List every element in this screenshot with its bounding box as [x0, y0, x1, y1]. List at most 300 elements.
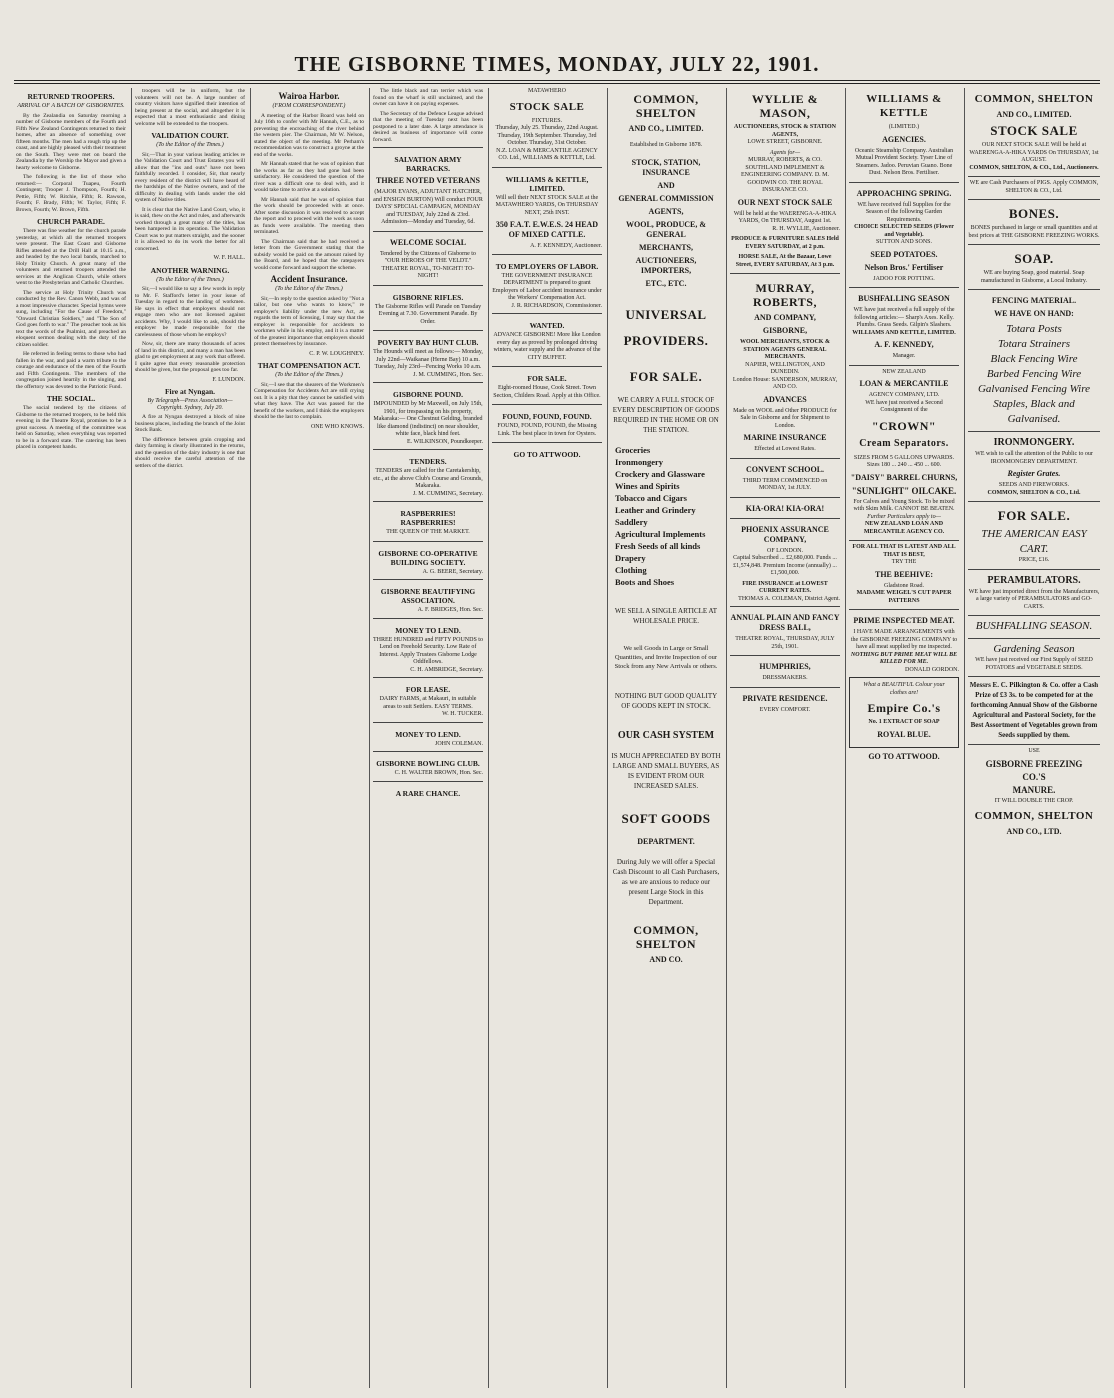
ad-heading: FOUND, FOUND, FOUND. — [502, 412, 592, 421]
service-line: AGENTS, — [648, 206, 684, 216]
london-house: London House: SANDERSON, MURRAY, AND CO. — [732, 376, 838, 390]
ad-heading: POVERTY BAY HUNT CLUB. — [377, 338, 479, 347]
horse-sale: HORSE SALE, At the Bazaar, Lowe Street, EVERY SATURDAY, At 3 p.m. — [735, 254, 835, 268]
signature: W. H. TUCKER. — [442, 711, 483, 717]
advertisement — [373, 541, 483, 576]
headline: VALIDATION COURT. — [151, 131, 229, 140]
ad-heading: MONEY TO LEND. — [395, 625, 461, 635]
empire-soap-ad — [849, 677, 959, 748]
pigs-note: WE are Cash Purchasers of PIGS. Apply COMMON, SHELTON & CO., Ltd. — [969, 180, 1099, 194]
ad-heading: FOR LEASE. — [405, 685, 451, 694]
subhead: (To the Editor of the Times.) — [156, 142, 224, 148]
ad-heading: WELCOME SOCIAL — [389, 237, 467, 247]
further-particulars: Further Particulars apply to— — [867, 513, 941, 520]
advertisement — [849, 182, 959, 284]
headline: Wairoa Harbor. — [278, 91, 340, 101]
try-the: TRY THE — [891, 559, 917, 565]
company-suffix: AND CO., LIMITED. — [996, 110, 1072, 119]
soap-heading: SOAP. — [1014, 251, 1054, 266]
soft-goods-heading: SOFT GOODS — [621, 810, 711, 826]
ad-body: TENDERS are called for the Caretakership, etc., at the above Club's Course and Grounds, Makaraka. — [373, 468, 483, 489]
phoenix-body: Capital Subscribed ... £2,680,000. Funds ... £1,574,848. Premium Income (annually) ... £1,500,000. — [733, 555, 837, 576]
article-paragraph: Mr Hannah stated that he was of opinion that the works as far as they had gone had been satisfactory. He considered the question of the river was a difficult one to deal with, and it would take time to arrive at a solution. — [254, 161, 364, 193]
crown-heading: "CROWN" — [871, 418, 937, 433]
advertisement — [492, 313, 602, 362]
kennedy-name: A. F. KENNEDY, — [874, 340, 934, 349]
perambulators-body: WE have just imported direct from the Manufacturers, a large variety of PERAMBULATORS and GO-CARTS. — [968, 588, 1100, 610]
advertisement — [492, 167, 602, 250]
ironmongery-body: WE wish to call the attention of the Public to our IRONMONGERY DEPARTMENT. — [975, 451, 1093, 465]
advertisement — [373, 722, 483, 748]
sunlight-oilcake: "SUNLIGHT" OILCAKE. — [851, 485, 957, 496]
service-line: GENERAL COMMISSION — [618, 193, 714, 203]
july-note: During July we will offer a Special Cash Discount to all Cash Purchasers, as we are anxious to reduce our present Large Stock in this Department. — [612, 857, 720, 906]
column-7 — [730, 88, 840, 1388]
ad-heading: A RARE CHANCE. — [395, 788, 461, 798]
company-cities: NAPIER, WELLINGTON, AND DUNEDIN. — [745, 361, 825, 375]
signature: J. M. CUMMING, Secretary. — [412, 490, 483, 497]
ad-heading: WILLIAMS & KETTLE, LIMITED. — [505, 174, 589, 193]
ad-heading: WANTED. — [529, 321, 565, 330]
bushfalling-body: WE have just received a full supply of the following articles:— Sharp's Axes. Kelly. Plumbs. Grass Seeds. Gilpin's Slashers. — [853, 307, 955, 328]
agency-heading: AGENCY COMPANY, LTD. — [868, 392, 940, 398]
nelson-fertiliser: Nelson Bros.' Fertiliser — [864, 262, 944, 272]
signature: C. H. AMBRIDGE, Secretary. — [410, 666, 483, 673]
headline: THE SOCIAL. — [46, 394, 96, 403]
goods-item: Crockery and Glassware — [615, 468, 705, 479]
spring-body: WE have received full Supplies for the Season of the following Garden Requirements. — [857, 201, 951, 223]
ad-heading: GISBORNE RIFLES. — [392, 292, 464, 302]
column-9 — [968, 88, 1100, 1388]
signature: THOMAS A. COLEMAN, District Agent. — [738, 595, 840, 602]
royal-blue: ROYAL BLUE. — [877, 729, 931, 739]
phoenix-heading: PHOENIX ASSURANCE COMPANY, — [741, 524, 829, 544]
madame-weigel: MADAME WEIGEL'S CUT PAPER PATTERNS — [856, 590, 952, 604]
advertisement — [492, 254, 602, 310]
article-paragraph: Mr Hannah said that he was of opinion that the work should be proceeded with at once. After some discussion it was resolved to accept the report and to proceed with the work as soon as funds were available. The meeting then terminated. — [254, 196, 364, 235]
advertisement — [849, 540, 959, 605]
ad-heading: SALVATION ARMY BARRACKS. — [394, 155, 462, 173]
agents-list: MURRAY, ROBERTS, & CO. SOUTHLAND IMPLEMENT & ENGINEERING COMPANY. D. M. GOODWIN CO. THE ROYAL INSURANCE CO. — [740, 157, 829, 193]
company-location: GISBORNE, — [762, 326, 808, 335]
ad-heading: TO EMPLOYERS OF LABOR. — [495, 261, 599, 271]
advertisement — [849, 365, 959, 537]
goods-item: Clothing — [615, 564, 647, 575]
kiaora-heading: KIA-ORA! KIA-ORA! — [745, 503, 825, 513]
signature: J. R. RICHARDSON, Commissioner. — [511, 302, 602, 309]
bushfalling-heading: BUSHFALLING SEASON — [858, 294, 950, 303]
column-rule — [488, 88, 489, 1388]
company-name: COMMON, SHELTON — [974, 93, 1094, 105]
article-paragraph: He referred in feeling terms to those who had fallen in the war, and paid a warm tribute to the courage and endurance of the men of the Fourth and Fifth Contingents. The members of the congregation joined heartily in the singing, and the offertory was devoted to the Patriotic Fund. — [16, 351, 126, 390]
perambulators-heading: PERAMBULATORS. — [987, 574, 1081, 586]
column-rule — [726, 88, 727, 1388]
company-name: WYLLIE & MASON, — [751, 92, 819, 120]
signature: WILLIAMS AND KETTLE, LIMITED. — [852, 329, 956, 336]
column-1 — [16, 88, 126, 1388]
ad-heading: GISBORNE CO-OPERATIVE BUILDING SOCIETY. — [378, 548, 478, 567]
headline: RETURNED TROOPERS. — [27, 92, 115, 101]
advances-heading: ADVANCES — [763, 394, 807, 404]
advertisement — [730, 687, 840, 715]
column-rule — [845, 88, 846, 1388]
advertisement — [373, 751, 483, 777]
advertisement — [373, 330, 483, 378]
footer-company-name: COMMON, SHELTON — [633, 922, 699, 951]
advertisement — [373, 579, 483, 614]
masthead-rule — [14, 80, 1100, 81]
advertisement — [373, 781, 483, 798]
headline: Fire at Nyngan. — [164, 387, 216, 396]
company-name: MURRAY, ROBERTS, — [753, 281, 817, 309]
column-3 — [254, 88, 364, 1388]
double-crop: IT WILL DOUBLE THE CROP. — [994, 797, 1074, 804]
providers-heading: PROVIDERS. — [623, 332, 709, 348]
subhead: By Telegraph—Press Association—Copyright. Sydney, July 20. — [147, 398, 233, 411]
advertisement — [373, 618, 483, 674]
cash-body: IS MUCH APPRECIATED BY BOTH LARGE AND SMALL BUYERS, AS IS EVIDENT FROM OUR INCREASED SALES. — [611, 751, 721, 790]
ad-body: Will sell their NEXT STOCK SALE at the MATAWHERO YARDS, On THURSDAY NEXT, 25th INST. — [495, 194, 599, 216]
fencing-heading: FENCING MATERIAL. — [991, 296, 1077, 305]
signature: F. LUNDON. — [212, 376, 245, 383]
soap-body: WE are buying Soap, good material. Soap manufactured in Gisborne, a Local Industry. — [980, 270, 1088, 284]
advertisement — [849, 287, 959, 361]
advertisement — [730, 497, 840, 514]
for-sale-heading: FOR SALE. — [629, 368, 703, 384]
gfc-heading: GISBORNE FREEZING — [985, 758, 1083, 769]
goods-list — [615, 445, 721, 588]
goods-item: Fresh Seeds of all kinds — [615, 540, 701, 551]
footer-company-name: COMMON, SHELTON — [974, 810, 1094, 822]
article-paragraph: A fire at Nyngan destroyed a block of nine business places, including the branch of the Joint Stock Bank. — [135, 414, 245, 433]
advertisement — [968, 431, 1100, 497]
article-paragraph: troopers will be in uniform, but the volunteers will not be. A large number of country visitors have signified their intention of being present at the social, and altogether it is expected that a most enthusiastic and dining welcome will be extended to the troopers. — [135, 88, 245, 127]
column-rule — [607, 88, 608, 1388]
spring-heading: APPROACHING SPRING. — [856, 188, 952, 198]
goods-item: Wines and Spirits — [615, 480, 680, 491]
signature: A. G. BEERE, Secretary. — [422, 568, 483, 575]
kennedy-title: Manager. — [892, 353, 916, 359]
headline: ANOTHER WARNING. — [150, 265, 230, 275]
service-line: ETC., ETC. — [645, 278, 687, 288]
seed-potatoes: SEED POTATOES. — [870, 249, 938, 259]
signature: W. F. HALL. — [213, 255, 245, 261]
article-paragraph: The difference between grain cropping and dairy farming is clearly illustrated in the returns, and the question of the dairy industry is one that should receive the careful attention of the settlers of the district. — [135, 436, 245, 469]
column-2 — [135, 88, 245, 1388]
established-note: Established in Gisborne 1878. — [629, 142, 703, 148]
article-paragraph: The social tendered by the citizens of Gisborne to the returned troopers, to be held this evening in the Theatre Royal, promises to be a great success. A meeting of the committee was held on Saturday, when everything was reported to be in a forward state. The catering has been placed in competent hands. — [16, 405, 126, 450]
fencing-item: Staples, Black and Galvanised. — [993, 398, 1075, 425]
advertisement — [968, 176, 1100, 195]
phoenix-sub: OF LONDON. — [767, 547, 803, 554]
goods-item: Groceries — [615, 444, 651, 455]
on-hand-heading: WE HAVE ON HAND: — [994, 309, 1074, 318]
gardening-body: WE have just received our First Supply of SEED POTATOES and VEGETABLE SEEDS. — [975, 657, 1093, 671]
stock-sale-heading: STOCK SALE — [990, 123, 1078, 138]
article-paragraph: Sir,—I see that the shearers of the Workmen's Compensation for Accidents Act are still crying out. It is a pity that they cannot be satisfied with what they have. The Act was passed for the benefit of the workers, and I think the employers should be the last to complain. — [254, 381, 364, 420]
produce-sales: PRODUCE & FURNITURE SALES Held EVERY SATURDAY, at 2 p.m. — [731, 236, 839, 250]
empire-heading: Empire Co.'s — [867, 701, 941, 715]
subhead: (To the Editor of the Times.) — [156, 276, 224, 283]
empire-sub: No. 1 EXTRACT OF SOAP — [868, 719, 940, 725]
goods-item: Ironmongery — [615, 456, 664, 467]
advertisement — [492, 442, 602, 459]
ball-heading: ANNUAL PLAIN AND FANCY DRESS BALL, — [730, 613, 840, 632]
marine-body: Effected at Lowest Rates. — [754, 446, 816, 452]
advertisement — [730, 518, 840, 603]
sale-heading: OUR NEXT STOCK SALE — [737, 197, 833, 207]
signature: NEW ZEALAND LOAN AND MERCANTILE AGENCY CO. — [863, 521, 945, 535]
company-roles: WOOL MERCHANTS, STOCK & STATION AGENTS GENERAL MERCHANTS. — [740, 339, 830, 360]
column-rule — [250, 88, 251, 1388]
advances-body: Made on WOOL and Other PRODUCE for Sale in Gisborne and for Shipment to London. — [733, 407, 837, 429]
private-heading: PRIVATE RESIDENCE. — [742, 693, 828, 703]
sale-body: Will be held at the WAERENGA-A-HIKA YARDS, On THURSDAY, August 1st. — [733, 210, 837, 224]
ad-body: DAIRY FARMS, at Makauri, in suitable areas to suit Settlers. EASY TERMS. — [379, 696, 477, 710]
ad-heading: FOR SALE. — [527, 374, 567, 383]
article-paragraph: The Chairman said that he had received a letter from the Government stating that the subsidy would be paid on the amount raised by the Board, and he hoped that the ratepayers would come forward and support the scheme. — [254, 238, 364, 271]
ad-body: FOUND, FOUND, FOUND, the Missing Link. The best place in town for Oysters. — [497, 423, 597, 437]
private-sub: EVERY COMFORT. — [759, 706, 811, 713]
column-6 — [611, 88, 721, 1388]
ad-heading: RASPBERRIES! RASPBERRIES! — [400, 509, 456, 527]
ad-body: The Gisborne Rifles will Parade on Tuesday Evening at 7.30. Government Parade. By Order. — [374, 303, 482, 325]
column-rule — [369, 88, 370, 1388]
ad-body: Tendered by the Citizens of Gisborne to "OUR HEROES OF THE VELDT." THEATRE ROYAL, TO-NIGHT! TO-NIGHT! — [380, 250, 476, 279]
article-paragraph: The little black and tan terrier which was found on the wharf is still unclaimed, and the owner can have it on paying expenses. — [373, 88, 483, 107]
subhead: (FROM CORRESPONDENT.) — [272, 103, 346, 109]
service-line: MERCHANTS, — [638, 242, 693, 252]
signature: J. M. CUMMING, Hon. Sec. — [413, 371, 483, 378]
footer-company-suffix: AND CO., LTD. — [1006, 827, 1062, 836]
signature: JOHN COLEMAN. — [435, 740, 483, 747]
advertisement — [968, 744, 1100, 805]
headline: CHURCH PARADE. — [37, 217, 105, 226]
ad-footer: Admission—Monday and Tuesday, 6d. — [381, 219, 475, 225]
signature: COMMON, SHELTON & CO., Ltd. — [987, 489, 1081, 496]
ad-heading: GISBORNE BOWLING CLUB. — [376, 759, 480, 768]
advertisement — [373, 285, 483, 327]
cart-price: PRICE, £16. — [1018, 557, 1050, 563]
service-line: STOCK, STATION, INSURANCE — [631, 157, 701, 177]
signature: COMMON, SHELTON, & CO., Ltd., Auctioneers. — [969, 164, 1099, 171]
pilkington-note: Messrs E. C. Pilkington & Co. offer a Cash Prize of £3 3s. to be competed for at the forthcoming Annual Show of the Gisborne Agricultural and Pastoral Society, for the Best Assortment of Vegetables grown from Seeds supplied by them. — [969, 681, 1099, 739]
company-suffix: AND CO., LIMITED. — [628, 124, 704, 133]
article-paragraph: It is clear that the Native Land Court, who, it is said, thew on the Act and rules, and afterwards worked through a great many of the titles, has been hampered in its operation. The Validation Court was to put matters straight, and the sooner it is allowed to do its work the better for all concerned. — [135, 206, 245, 252]
goods-item: Boots and Shoes — [615, 576, 675, 587]
sutton: SUTTON AND SONS. — [875, 239, 933, 245]
ad-signature: N.Z. LOAN & MERCANTILE AGENCY CO. Ltd., WILLIAMS & KETTLE, Ltd. — [496, 147, 598, 161]
cream-separators: Cream Separators. — [859, 437, 949, 449]
article-paragraph: Sir,—In reply to the question asked by "Not a tailor, but one who wants to know," re employer's liability under the new Act, as regards the term of licensing, I may say that the employer is responsible for accidents to workmen while in his employ, and it is a matter of the greatest importance that employers should protect themselves by insurance. — [254, 295, 364, 347]
article-paragraph: By the Zealandia on Saturday morning a number of Gisborne members of the Fourth and Fifth New Zealand Contingents returned to their homes, after an absence of something over fifteen months. The men had a rough trip up the coast, and are highly pleased with their treatment on the South. They were met on board the Zealandia by the Worship the Mayor and given a hearty welcome to Gisborne. — [16, 112, 126, 171]
ad-body: Thursday, July 25. Thursday, 22nd August. Thursday, 19th September. Thursday, 3rd October. Thursday, 31st October. — [495, 125, 599, 146]
latest-heading: FOR ALL THAT IS LATEST AND ALL THAT IS BEST, — [852, 544, 956, 558]
headline: THAT COMPENSATION ACT. — [257, 361, 361, 370]
advertisement — [373, 501, 483, 537]
article-paragraph: The following is the list of those who returned:— Corporal Tuapeu, Fourth Contingent; Trooper J. Thompson, Fourth; H. Pettie, Fifth; W. Ritchie, Fifth; R. Rawson, Fourth; F. Brady, Fifth; W. Taylor, Fifth; F. Brown, Fourth; W. Brown, Fifth. — [16, 174, 126, 213]
ad-title: THREE NOTED VETERANS — [376, 176, 480, 185]
beehive-address: Gladstone Road. — [884, 582, 924, 589]
advertisement — [492, 366, 602, 400]
use-heading: USE — [1028, 748, 1040, 754]
fire-insurance: FIRE INSURANCE at LOWEST CURRENT RATES. — [742, 580, 828, 594]
cream-body: SIZES FROM 5 GALLONS UPWARDS. Sizes 180 ... 240 ... 450 ... 600. — [853, 454, 955, 468]
column-5 — [492, 88, 602, 1388]
advertisement — [730, 458, 840, 493]
agencies-body: Oceanic Steamship Company. Australian Mutual Provident Society. Tyser Line of Steamers. Jadoo. Peruvian Guano. Bone Dust. Nelson Bros. Fertiliser. — [854, 147, 954, 176]
stock-note: WE CARRY A FULL STOCK OF EVERY DESCRIPTION OF GOODS REQUIRED IN THE HOME OR ON THE STATION. — [612, 395, 720, 434]
ad-body: THE QUEEN OF THE MARKET. — [386, 529, 470, 535]
advertisement — [968, 199, 1100, 240]
american-cart: THE AMERICAN EASY CART. — [981, 528, 1087, 555]
company-name: COMMON, SHELTON — [633, 92, 699, 120]
empire-intro: What a BEAUTIFUL Colour your clothes are! — [863, 682, 945, 696]
signature: R. H. WYLLIE, Auctioneer. — [772, 225, 840, 232]
ad-list: 350 F.A.T. E.W.E.S. 24 HEAD OF MIXED CATTLE. — [495, 220, 599, 239]
agencies-heading: AGENCIES. — [882, 134, 926, 144]
attwood-footer: GO TO ATTWOOD. — [868, 751, 940, 761]
column-4 — [373, 88, 483, 1388]
advertisement — [849, 609, 959, 673]
ad-body: ADVANCE GISBORNE! More like London every day as proved by prolonged driving winters, water supply and the advance of the CITY BUFFET. — [493, 332, 601, 361]
service-line: AUCTIONEERS, IMPORTERS, — [635, 255, 697, 275]
ad-heading: MATAWHERO — [527, 88, 567, 94]
company-suffix: (LIMITED.) — [888, 124, 920, 130]
nothing-but-prime: NOTHING BUT PRIME MEAT WILL BE KILLED FOR ME. — [850, 651, 958, 665]
gfc-heading-2: CO.'S — [1022, 771, 1046, 782]
company-name: WILLIAMS & KETTLE — [866, 93, 942, 119]
goods-item: Saddlery — [615, 516, 648, 527]
fencing-item: Barbed Fencing Wire — [986, 368, 1082, 380]
sunlight-body: For Calves and Young Stock. To be mixed with Skim Milk. CANNOT BE BEATEN. — [853, 498, 955, 512]
footer-company-suffix: AND CO. — [649, 954, 683, 964]
advertisement — [373, 449, 483, 497]
ball-body: THEATRE ROYAL, THURSDAY, JULY 25th, 1901. — [735, 636, 835, 650]
ad-body: IMPOUNDED by Mr Maxwell, on July 15th, 1901, for trespassing on his property, Makaraka:— One Chestnut Gelding, branded like diamond (indistinct) on near shoulder, white face, black hind feet. — [373, 401, 483, 437]
article-paragraph: The service at Holy Trinity Church was conducted by the Rev. Canon Webb, and was of a most impressive character. Special hymns were sung, including "For the Cause of Freedom," "Onward Christian Soldiers," and "The Son of God goes forth to war." The preacher took as his text the words of the Psalmist, and preached an eloquent sermon dealing with the duty of the citizen soldier. — [16, 289, 126, 348]
advertisement — [968, 615, 1100, 634]
signature: ONE WHO KNOWS. — [310, 423, 364, 430]
ad-body: Eight-roomed House, Cook Street. Town Section, Childers Road. Apply at this Office. — [493, 385, 601, 399]
choice-seeds: CHOICE SELECTED SEEDS (Flower and Vegetable). — [854, 224, 954, 238]
department-heading: DEPARTMENT. — [637, 836, 695, 846]
ad-body: (MAJOR EVANS, ADJUTANT HATCHER, and ENSIGN BURTON) Will conduct FOUR DAYS' SPECIAL CAMPAIGN, MONDAY and TUESDAY, July 22nd & 23rd. — [373, 189, 483, 218]
stock-sale-body: OUR NEXT STOCK SALE Will be held at WAERENGA-A-HIKA YARDS On THURSDAY, 1st AUGUST. — [969, 142, 1099, 163]
advertisement — [968, 501, 1100, 565]
ad-subtitle: FIXTURES. — [531, 117, 563, 124]
convent-heading: CONVENT SCHOOL. — [745, 464, 825, 474]
article-paragraph: There was fine weather for the church parade yesterday, at which all the returned troopers were present. The East Coast and Gisborne Rifles attended at the Drill Hall at 10.15 a.m., and headed by the two local bands, marched to Holy Trinity Church. A great many of the volunteers and returned troopers attended the services at the Anglican Church, while others went to the Presbyterian and Catholic Churches. — [16, 228, 126, 286]
headline: Accident Insurance. — [270, 274, 348, 284]
subhead: ARRIVAL OF A BATCH OF GISBORNITES. — [17, 103, 125, 109]
beehive-heading: THE BEEHIVE: — [874, 569, 933, 579]
service-line: AND — [657, 180, 675, 190]
advertisement — [492, 404, 602, 438]
ad-heading: GISBORNE POUND. — [392, 390, 463, 399]
ad-body: THE GOVERNMENT INSURANCE DEPARTMENT is prepared to grant Employers of Labor accident insurance under the Workers' Compensation Act. — [492, 272, 602, 301]
company-suffix: AND COMPANY, — [754, 313, 816, 322]
prime-meat-heading: PRIME INSPECTED MEAT. — [853, 616, 955, 625]
advertisement — [968, 676, 1100, 740]
agents-heading: Agents for— — [769, 149, 801, 156]
signature: A. F. KENNEDY, Auctioneer. — [530, 243, 602, 249]
article-paragraph: Now, sir, there are many thousands of acres of land in this district, and many a man has been glad to get employment at any work that offered. I quite agree that every reasonable protection should be given, but the proposal goes too far. — [135, 341, 245, 373]
advertisement — [730, 655, 840, 683]
goods-item: Leather and Grindery — [615, 504, 696, 515]
ad-body: THREE HUNDRED and FIFTY POUNDS to Lend on Freehold Security. Low Rate of Interest. Apply Trustees Gisborne Lodge Oddfellows. — [373, 636, 483, 665]
ad-heading: TENDERS. — [409, 457, 447, 466]
column-rule — [964, 88, 965, 1388]
fencing-item: Totara Posts — [1006, 323, 1062, 335]
ad-title: STOCK SALE — [509, 100, 585, 113]
company-address: LOWE STREET, GISBORNE. — [747, 139, 823, 145]
article-paragraph: The Secretary of the Defence League advised that the meeting of Tuesday next has been postponed to a later date. A large attendance is desired as business of importance will come forward. — [373, 110, 483, 143]
goods-item: Tobacco and Cigars — [615, 492, 687, 503]
signature: DONALD GORDON. — [905, 666, 959, 673]
signature: C. P. W. LOUGHNEY. — [309, 350, 364, 357]
marine-heading: MARINE INSURANCE — [743, 433, 827, 442]
advertisement — [373, 231, 483, 281]
signature: C. H. WALTER BROWN, Hon. Sec. — [394, 770, 483, 776]
bones-heading: BONES. — [1008, 206, 1060, 221]
quality-note: NOTHING BUT GOOD QUALITY OF GOODS KEPT IN STOCK. — [614, 691, 718, 710]
advertisement — [730, 273, 840, 454]
ad-body: The Hounds will meet as follows:— Monday, July 22nd—Waikanae (Herne Bay) 10 a.m. Tuesday, July 23rd—Fencing Works 10 a.m. — [373, 349, 483, 370]
column-8 — [849, 88, 959, 1388]
advertisement — [968, 244, 1100, 285]
loan-heading: LOAN & MERCANTILE — [859, 379, 949, 388]
daisy-churns: "DAISY" BARREL CHURNS, — [850, 472, 958, 482]
advertisement — [373, 677, 483, 718]
jadoo: JADOO FOR POTTING. — [873, 275, 935, 282]
register-grates: Register Grates. — [1007, 469, 1061, 478]
goods-item: Agricultural Implements — [615, 528, 706, 539]
crown-intro: WE have just received a Second Consignment of the — [865, 399, 943, 413]
convent-body: THIRD TERM COMMENCED on MONDAY, 1st JULY. — [742, 477, 828, 491]
nz-heading: NEW ZEALAND — [882, 368, 926, 375]
ad-heading: GISBORNE BEAUTIFYING ASSOCIATION. — [380, 587, 476, 605]
humphries-heading: HUMPHRIES, — [759, 662, 811, 671]
subhead: (To the Editor of the Times.) — [275, 286, 343, 292]
advertisement — [968, 289, 1100, 427]
article-paragraph: Sir,—That in your various leading articles re the Validation Court and Trust Estates you will allow that the "ins and outs" have not been faithfully recorded. I consider, Sir, that nearly every resident of the district will have heard of the hardships of the Native owners, and of the difficulty in dealing with lands under the old system of Native titles. — [135, 151, 245, 203]
advertisement — [968, 638, 1100, 672]
subhead: (To the Editor of the Times.) — [275, 372, 343, 378]
seeds-fireworks: SEEDS AND FIREWORKS. — [998, 482, 1070, 488]
advertisement — [373, 382, 483, 445]
fencing-item: Black Fencing Wire — [990, 353, 1078, 365]
prime-meat-body: I HAVE MADE ARRANGEMENTS with the GISBORNE FREEZING COMPANY to have all meat supplied by me inspected. — [850, 629, 958, 650]
fencing-item: Galvanised Fencing Wire — [977, 383, 1090, 395]
masthead-rule-2 — [14, 83, 1100, 84]
wholesale-detail: We sell Goods in Large or Small Quantities, and Invite Inspection of our Stock from any New Arrivals or others. — [614, 644, 718, 670]
article-paragraph: Sir,—I would like to say a few words in reply to Mr. F. Stafford's letter in your issue of Tuesday in regard to the landing of workmen. He says in effect that employers should not engage men who are not licensed against accidents. Why, I would like to ask, should the employer be made responsible for the carelessness of those whom he employs? — [135, 286, 245, 338]
fencing-item: Totara Strainers — [997, 338, 1071, 350]
signature: E. WILKINSON, Poundkeeper. — [406, 438, 483, 445]
manure-heading: MANURE. — [1012, 784, 1056, 795]
universal-heading: UNIVERSAL — [625, 306, 707, 322]
humphries-sub: DRESSMAKERS. — [762, 675, 808, 681]
column-rule — [131, 88, 132, 1388]
cash-heading: OUR CASH SYSTEM — [617, 729, 715, 741]
service-line: WOOL, PRODUCE, & GENERAL — [626, 219, 706, 239]
goods-item: Drapery — [615, 552, 646, 563]
ironmongery-heading: IRONMONGERY. — [993, 437, 1075, 448]
signature: A. F. BRIDGES, Hon. Sec. — [417, 607, 483, 613]
ad-heading: GO TO ATTWOOD. — [513, 450, 581, 459]
article-paragraph: A meeting of the Harbor Board was held on July 16th to confer with Mr Hannah, C.E., as to preventing the encroaching of the river behind the western pier. The Chairman, Mr W. Nelson, stated the object of the meeting. Mr Perham's recommendation was to construct a groyne at the end of the works. — [254, 112, 364, 158]
